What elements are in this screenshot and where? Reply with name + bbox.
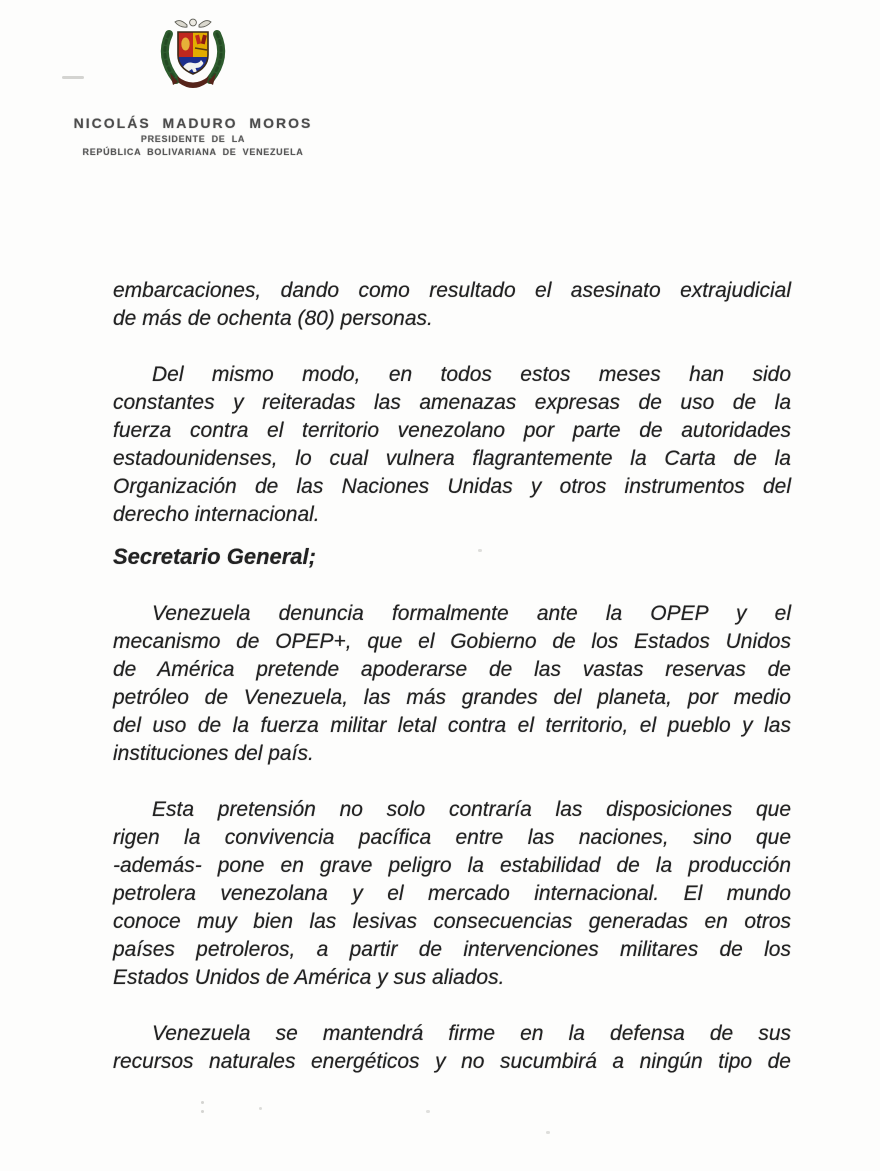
heading: [113, 543, 791, 571]
scan-artifact: [62, 76, 84, 79]
text-line: Organización de las Naciones Unidas y otros instrumentos del: [113, 475, 791, 498]
scan-artifact: [259, 1107, 262, 1110]
text-line: Esta pretensión no solo contraría las disposiciones que: [152, 798, 791, 821]
text-line: Del mismo modo, en todos estos meses han sido: [152, 363, 791, 386]
text-line: fuerza contra el territorio venezolano por parte de autoridades: [113, 419, 791, 442]
letterhead: [38, 15, 348, 157]
paragraph: [113, 600, 791, 768]
paragraph: [113, 361, 791, 529]
text-line: embarcaciones, dando como resultado el asesinato extrajudicial: [113, 279, 791, 302]
text-line: petrolera venezolana y el mercado internacional. El mundo: [113, 882, 791, 905]
text-line: rigen la convivencia pacífica entre las naciones, sino que: [113, 826, 791, 849]
text-line: Estados Unidos de América y sus aliados.: [113, 966, 505, 989]
paragraph: [113, 277, 791, 333]
text-line: mecanismo de OPEP+, que el Gobierno de los Estados Unidos: [113, 630, 791, 653]
scan-artifact: [201, 1101, 204, 1104]
scan-artifact: [478, 549, 482, 552]
text-line: estadounidenses, lo cual vulnera flagrantemente la Carta de la: [113, 447, 791, 470]
text-line: recursos naturales energéticos y no sucumbirá a ningún tipo de: [113, 1050, 791, 1073]
text-line: Venezuela denuncia formalmente ante la OPEP y el: [152, 602, 791, 625]
scan-artifact: [201, 1110, 204, 1113]
text-line: derecho internacional.: [113, 503, 320, 526]
document-body: [113, 277, 791, 1076]
text-line: países petroleros, a partir de intervenciones militares de los: [113, 938, 791, 961]
venezuela-coat-of-arms-icon: [153, 15, 233, 93]
text-line: de más de ochenta (80) personas.: [113, 307, 433, 330]
text-line: Secretario General;: [113, 544, 316, 569]
text-line: petróleo de Venezuela, las más grandes del planeta, por medio: [113, 686, 791, 709]
text-line: conoce muy bien las lesivas consecuencias generadas en otros: [113, 910, 791, 933]
text-line: de América pretende apoderarse de las vastas reservas de: [113, 658, 791, 681]
paragraph: [113, 1020, 791, 1076]
scan-artifact: [426, 1110, 430, 1113]
republic-title-line: REPÚBLICA BOLIVARIANA DE VENEZUELA: [82, 147, 304, 157]
text-line: del uso de la fuerza militar letal contra el territorio, el pueblo y las: [113, 714, 791, 737]
text-line: instituciones del país.: [113, 742, 314, 765]
text-line: Venezuela se mantendrá firme en la defensa de sus: [152, 1022, 791, 1045]
president-name: NICOLÁS MADURO MOROS: [73, 115, 313, 131]
paragraph: [113, 796, 791, 992]
scan-artifact: [546, 1131, 550, 1134]
text-line: constantes y reiteradas las amenazas expresas de uso de la: [113, 391, 791, 414]
president-title-line: PRESIDENTE DE LA: [140, 134, 246, 144]
text-line: -además- pone en grave peligro la estabilidad de la producción: [113, 854, 791, 877]
